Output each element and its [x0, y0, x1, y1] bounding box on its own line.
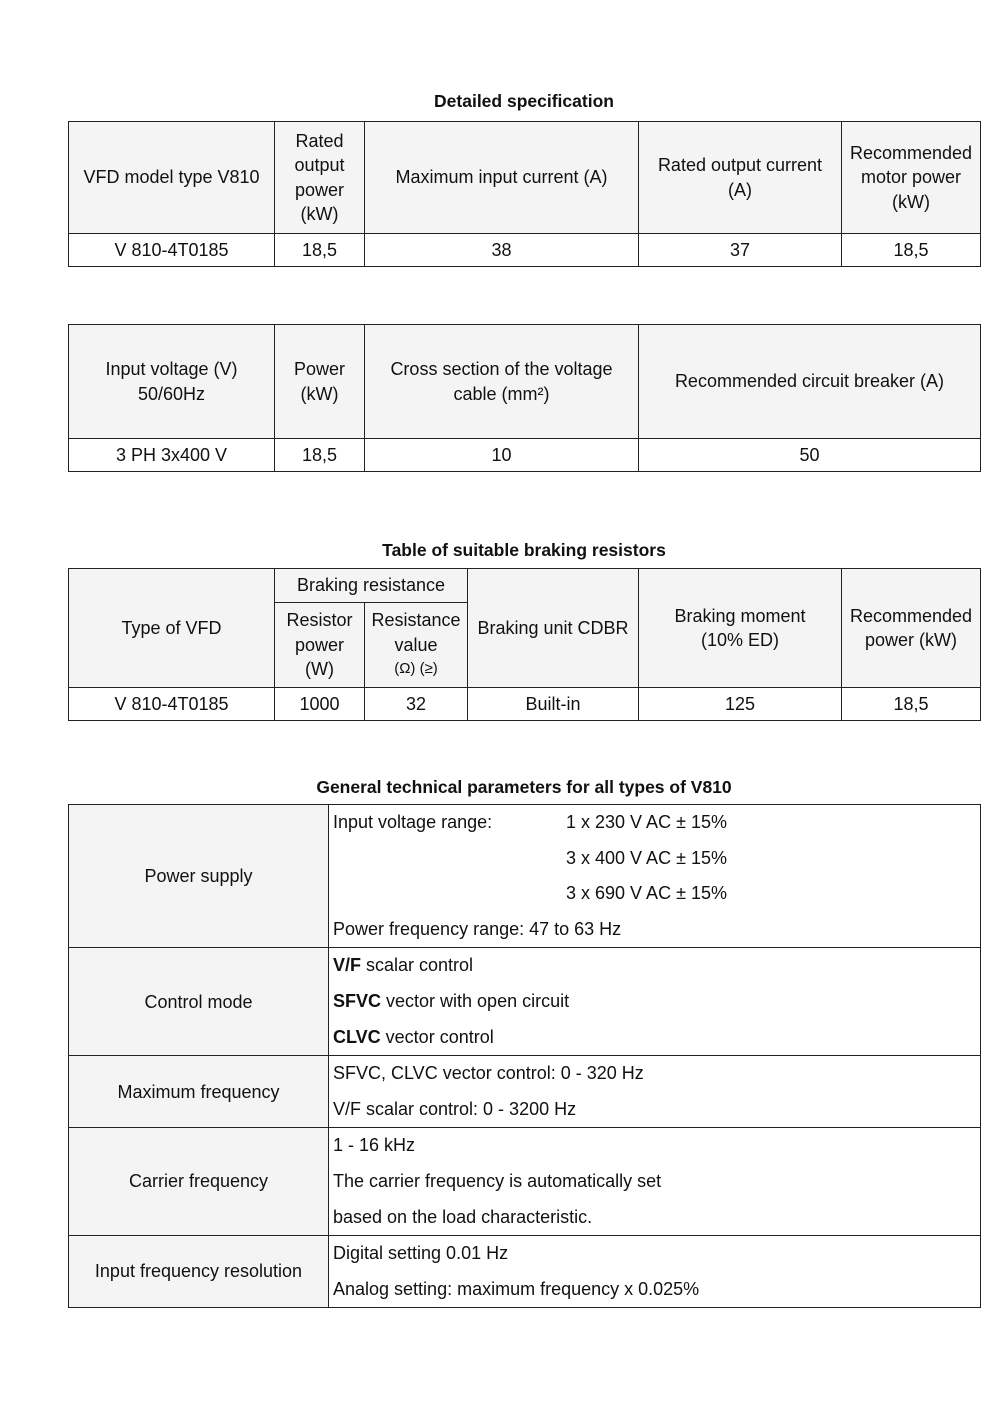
table-row	[69, 688, 981, 721]
control-mode-sfvc: SFVC vector with open circuit	[333, 990, 570, 1011]
header-model: VFD model type V810	[69, 122, 275, 234]
header-resistance-value: Resistance value (Ω) (≥)	[365, 603, 468, 688]
header-recommended-motor-power: Recommended motor power (kW)	[842, 122, 981, 234]
header-input-voltage: Input voltage (V) 50/60Hz	[69, 325, 275, 439]
table-header-row	[69, 569, 981, 603]
cell-resistor-power: 1000	[275, 688, 365, 721]
cell-rated-output-current: 37	[639, 234, 842, 267]
braking-resistors-table	[68, 568, 981, 721]
general-parameters-table	[68, 804, 981, 1308]
input-voltage-range-label: Input voltage range:	[333, 812, 493, 832]
cell-power: 18,5	[275, 439, 365, 472]
value-max-frequency: SFVC, CLVC vector control: 0 - 320 Hz V/F scalar control: 0 - 3200 Hz	[329, 1056, 981, 1128]
header-power: Power (kW)	[275, 325, 365, 439]
control-mode-vf: V/F scalar control	[333, 955, 474, 976]
voltage-2: 3 x 400 V AC ± 15%	[566, 847, 727, 868]
table-row	[69, 439, 981, 472]
label-power-supply: Power supply	[69, 805, 329, 948]
header-braking-resistance: Braking resistance	[275, 569, 468, 603]
header-rated-output-current: Rated output current (A)	[639, 122, 842, 234]
cell-recommended-power: 18,5	[842, 688, 981, 721]
param-row-power-supply	[69, 805, 981, 948]
voltage-1: 1 x 230 V AC ± 15%	[566, 812, 727, 832]
table-row	[69, 234, 981, 267]
table-header-row	[69, 325, 981, 439]
cell-braking-unit: Built-in	[468, 688, 639, 721]
label-input-resolution: Input frequency resolution	[69, 1236, 329, 1308]
param-row-carrier-frequency	[69, 1128, 981, 1236]
label-carrier-frequency: Carrier frequency	[69, 1128, 329, 1236]
cell-resistance-value: 32	[365, 688, 468, 721]
value-carrier-frequency: 1 - 16 kHz The carrier frequency is automatically set based on the load characteristic.	[329, 1128, 981, 1236]
label-control-mode: Control mode	[69, 948, 329, 1056]
header-type-of-vfd: Type of VFD	[69, 569, 275, 688]
cell-motor-power: 18,5	[842, 234, 981, 267]
control-mode-clvc: CLVC vector control	[333, 1026, 494, 1047]
cell-input-voltage: 3 PH 3x400 V	[69, 439, 275, 472]
param-row-control-mode	[69, 948, 981, 1056]
header-rated-power: Rated output power (kW)	[275, 122, 365, 234]
voltage-3: 3 x 690 V AC ± 15%	[566, 883, 727, 904]
general-parameters-title: General technical parameters for all types of V810	[316, 777, 732, 797]
cell-max-input-current: 38	[365, 234, 639, 267]
header-recommended-power: Recommended power (kW)	[842, 569, 981, 688]
cell-braking-moment: 125	[639, 688, 842, 721]
header-braking-unit: Braking unit CDBR	[468, 569, 639, 688]
param-row-max-frequency	[69, 1056, 981, 1128]
param-row-input-resolution	[69, 1236, 981, 1308]
power-frequency-range: Power frequency range: 47 to 63 Hz	[333, 918, 622, 939]
cell-cross-section: 10	[365, 439, 639, 472]
label-max-frequency: Maximum frequency	[69, 1056, 329, 1128]
value-power-supply	[329, 805, 981, 948]
header-cross-section: Cross section of the voltage cable (mm²)	[365, 325, 639, 439]
header-max-input-current: Maximum input current (A)	[365, 122, 639, 234]
cell-rated-power: 18,5	[275, 234, 365, 267]
detailed-specification-table	[68, 121, 981, 267]
cell-model: V 810-4T0185	[69, 234, 275, 267]
braking-resistors-title: Table of suitable braking resistors	[382, 540, 666, 560]
input-voltage-table	[68, 324, 981, 472]
cell-circuit-breaker: 50	[639, 439, 981, 472]
detailed-specification-title: Detailed specification	[434, 91, 614, 111]
value-input-resolution: Digital setting 0.01 Hz Analog setting: maximum frequency x 0.025%	[329, 1236, 981, 1308]
header-resistor-power: Resistor power (W)	[275, 603, 365, 688]
header-circuit-breaker: Recommended circuit breaker (A)	[639, 325, 981, 439]
value-control-mode	[329, 948, 981, 1056]
header-braking-moment: Braking moment (10% ED)	[639, 569, 842, 688]
table-header-row	[69, 122, 981, 234]
cell-type-of-vfd: V 810-4T0185	[69, 688, 275, 721]
